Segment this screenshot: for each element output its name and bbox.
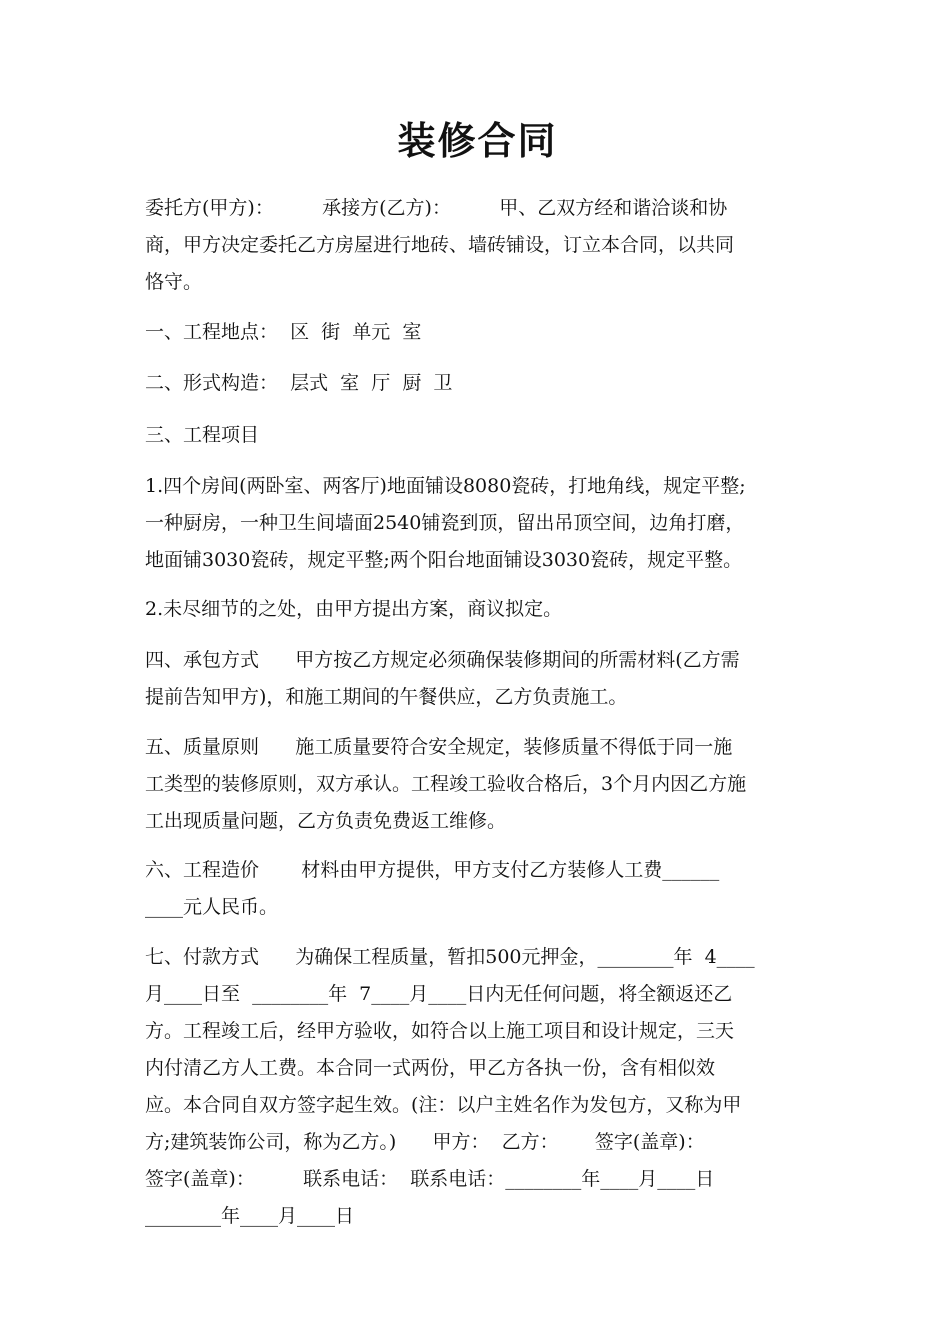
section-7-line-5: 应。本合同自双方签字起生效。(注：以户主姓名作为发包方，又称为甲	[145, 1094, 742, 1116]
section-4-line-1: 四、承包方式 甲方按乙方规定必须确保装修期间的所需材料(乙方需	[145, 649, 740, 671]
section-5-line-3: 工出现质量问题，乙方负责免费返工维修。	[145, 810, 507, 832]
section-7-line-4: 内付清乙方人工费。本合同一式两份，甲乙方各执一份，含有相似效	[145, 1057, 716, 1079]
section-4-line-2: 提前告知甲方)，和施工期间的午餐供应，乙方负责施工。	[145, 686, 628, 708]
item-1-paragraph	[145, 468, 810, 579]
section-6-line-2: ____元人民币。	[145, 896, 279, 918]
intro-line-3: 恪守。	[145, 271, 203, 293]
intro-paragraph	[145, 190, 810, 301]
section-cost	[145, 852, 810, 926]
section-7-line-8: ________年____月____日	[145, 1205, 355, 1227]
item-1-line-3: 地面铺3030瓷砖，规定平整;两个阳台地面铺设3030瓷砖，规定平整。	[145, 549, 743, 571]
section-location-text: 一、工程地点： 区 街 单元 室	[145, 321, 422, 343]
section-5-line-1: 五、质量原则 施工质量要符合安全规定，装修质量不得低于同一施	[145, 736, 733, 758]
section-structure	[145, 365, 810, 402]
item-1-line-1: 1.四个房间(两卧室、两客厅)地面铺设8080瓷砖，打地角线，规定平整;	[145, 475, 746, 497]
section-items-heading	[145, 417, 810, 454]
section-7-line-7: 签字(盖章)： 联系电话： 联系电话：________年____月____日	[145, 1168, 715, 1190]
section-structure-text: 二、形式构造： 层式 室 厅 厨 卫	[145, 372, 453, 394]
section-payment	[145, 939, 810, 1235]
section-7-line-1: 七、付款方式 为确保工程质量，暂扣500元押金，________年 4____	[145, 946, 755, 968]
section-location	[145, 314, 810, 351]
section-7-line-6: 方;建筑装饰公司，称为乙方。) 甲方： 乙方： 签字(盖章)：	[145, 1131, 705, 1153]
section-7-line-3: 方。工程竣工后，经甲方验收，如符合以上施工项目和设计规定，三天	[145, 1020, 735, 1042]
intro-line-2: 商，甲方决定委托乙方房屋进行地砖、墙砖铺设，订立本合同，以共同	[145, 234, 735, 256]
item-1-line-2: 一种厨房，一种卫生间墙面2540铺瓷到顶，留出吊顶空间，边角打磨，	[145, 512, 745, 534]
section-quality	[145, 729, 810, 840]
section-items-heading-text: 三、工程项目	[145, 424, 260, 446]
section-7-line-2: 月____日至 ________年 7____月____日内无任何问题，将全额返还乙	[145, 983, 733, 1005]
document-title: 装修合同	[397, 119, 558, 163]
section-6-line-1: 六、工程造价 材料由甲方提供，甲方支付乙方装修人工费______	[145, 859, 720, 881]
section-5-line-2: 工类型的装修原则，双方承认。工程竣工验收合格后，3个月内因乙方施	[145, 773, 747, 795]
item-2-text: 2.未尽细节的之处，由甲方提出方案，商议拟定。	[145, 598, 563, 620]
section-contract-method	[145, 642, 810, 716]
intro-line-1: 委托方(甲方)： 承接方(乙方)： 甲、乙双方经和谐洽谈和协	[145, 197, 728, 219]
item-2-paragraph	[145, 591, 810, 628]
